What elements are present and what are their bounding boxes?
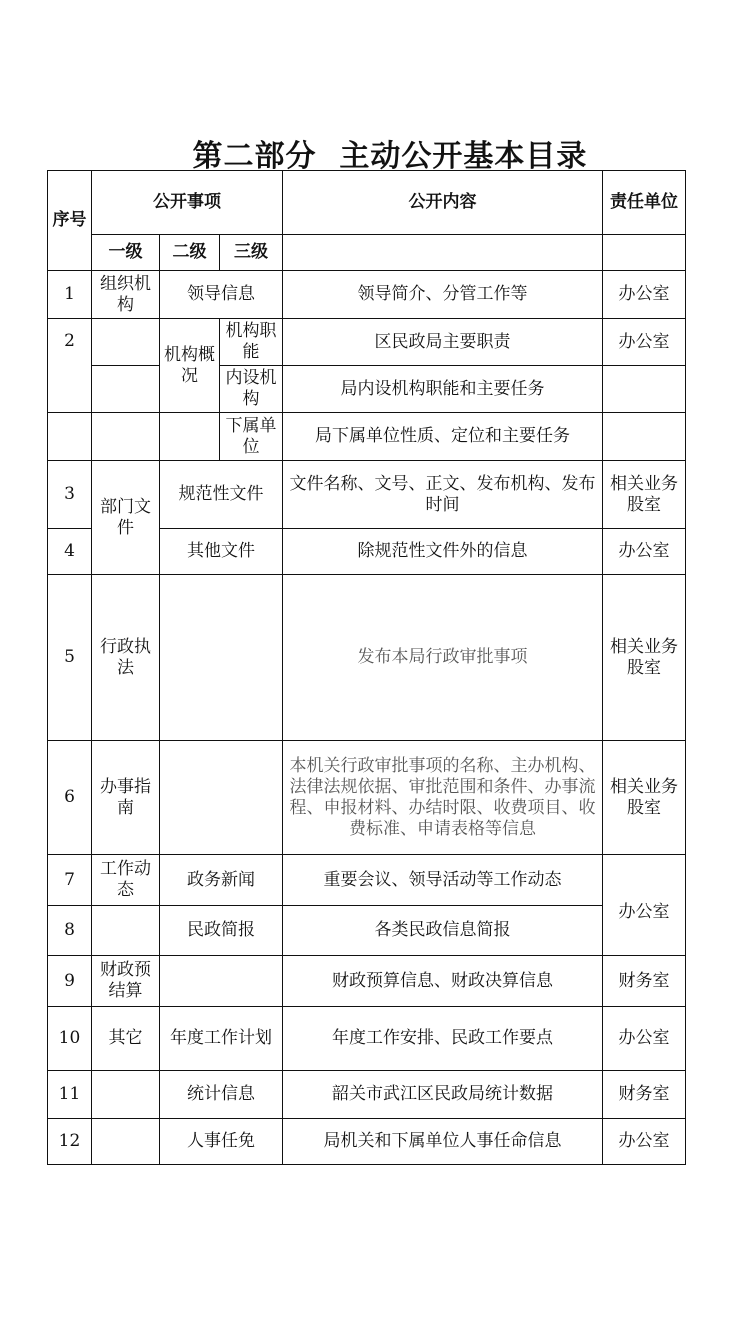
level1-cell: [92, 413, 160, 461]
unit-cell: 办公室: [603, 319, 686, 366]
table-row: [48, 956, 686, 1007]
unit-cell: 财务室: [603, 1071, 686, 1119]
table-row: [48, 741, 686, 855]
level3-cell: 机构职能: [220, 319, 283, 366]
table-row: [48, 855, 686, 906]
row-number: 10: [48, 1007, 92, 1071]
header-level3: 三级: [220, 235, 283, 271]
content-cell: 文件名称、文号、正文、发布机构、发布时间: [283, 461, 603, 529]
unit-cell: 办公室: [603, 1119, 686, 1165]
table-row: [48, 461, 686, 529]
row-number: 5: [48, 575, 92, 741]
level2-cell: 其他文件: [160, 529, 283, 575]
content-cell: 重要会议、领导活动等工作动态: [283, 855, 603, 906]
level2-cell: [160, 741, 283, 855]
page-title: 第二部分 主动公开基本目录: [192, 139, 588, 174]
level2-cell: 民政简报: [160, 906, 283, 956]
row-number: 4: [48, 529, 92, 575]
level2-cell: 人事任免: [160, 1119, 283, 1165]
content-cell: 发布本局行政审批事项: [283, 575, 603, 741]
row-number: 6: [48, 741, 92, 855]
content-cell: 韶关市武江区民政局统计数据: [283, 1071, 603, 1119]
level1-cell: [92, 319, 160, 366]
header-item: 公开事项: [92, 171, 283, 235]
level1-cell: [92, 906, 160, 956]
row-number: 7: [48, 855, 92, 906]
unit-cell: 办公室: [603, 855, 686, 956]
level2-cell: [160, 575, 283, 741]
table-row: [48, 319, 686, 366]
header-unit: 责任单位: [603, 171, 686, 235]
level1-cell: 工作动态: [92, 855, 160, 906]
unit-cell: 财务室: [603, 956, 686, 1007]
table-row: [48, 271, 686, 319]
unit-cell: 办公室: [603, 1007, 686, 1071]
header-level1: 一级: [92, 235, 160, 271]
level1-cell: 行政执法: [92, 575, 160, 741]
header-empty-unit: [603, 235, 686, 271]
catalog-table: [47, 170, 686, 1165]
row-number: 8: [48, 906, 92, 956]
table-row: [48, 1007, 686, 1071]
level3-cell: 内设机构: [220, 366, 283, 413]
content-cell: 领导简介、分管工作等: [283, 271, 603, 319]
table-row: [48, 413, 686, 461]
unit-cell: 办公室: [603, 271, 686, 319]
row-number: 1: [48, 271, 92, 319]
content-cell: 区民政局主要职责: [283, 319, 603, 366]
level1-cell: 财政预结算: [92, 956, 160, 1007]
content-cell: 本机关行政审批事项的名称、主办机构、法律法规依据、审批范围和条件、办事流程、申报材料、办结时限、收费项目、收费标准、申请表格等信息: [283, 741, 603, 855]
level1-cell: 办事指南: [92, 741, 160, 855]
level1-cell: [92, 366, 160, 413]
level2-cell: [160, 956, 283, 1007]
row-number: 2: [48, 319, 92, 413]
header-empty-content: [283, 235, 603, 271]
level2-cell: 统计信息: [160, 1071, 283, 1119]
level2-cell: [160, 413, 220, 461]
unit-cell: [603, 366, 686, 413]
content-cell: 局下属单位性质、定位和主要任务: [283, 413, 603, 461]
table-row: [48, 1071, 686, 1119]
table-row: [48, 906, 686, 956]
table-row: [48, 1119, 686, 1165]
level2-cell: 领导信息: [160, 271, 283, 319]
row-number: 11: [48, 1071, 92, 1119]
level2-cell: 机构概况: [160, 319, 220, 413]
level2-cell: 规范性文件: [160, 461, 283, 529]
unit-cell: 相关业务股室: [603, 575, 686, 741]
header-row: [48, 171, 686, 235]
level1-cell: 组织机构: [92, 271, 160, 319]
level1-cell: 其它: [92, 1007, 160, 1071]
row-number: 3: [48, 461, 92, 529]
level1-cell: 部门文件: [92, 461, 160, 575]
content-cell: 财政预算信息、财政决算信息: [283, 956, 603, 1007]
unit-cell: 相关业务股室: [603, 741, 686, 855]
level1-cell: [92, 1119, 160, 1165]
header-seq: 序号: [48, 171, 92, 271]
content-cell: 局机关和下属单位人事任命信息: [283, 1119, 603, 1165]
unit-cell: [603, 413, 686, 461]
content-cell: 年度工作安排、民政工作要点: [283, 1007, 603, 1071]
unit-cell: 办公室: [603, 529, 686, 575]
content-cell: 除规范性文件外的信息: [283, 529, 603, 575]
row-number: 12: [48, 1119, 92, 1165]
level2-cell: 年度工作计划: [160, 1007, 283, 1071]
header-level2: 二级: [160, 235, 220, 271]
table-row: [48, 575, 686, 741]
content-cell: 各类民政信息简报: [283, 906, 603, 956]
unit-cell: 相关业务股室: [603, 461, 686, 529]
table-row: [48, 366, 686, 413]
level2-cell: 政务新闻: [160, 855, 283, 906]
header-content: 公开内容: [283, 171, 603, 235]
row-number: [48, 413, 92, 461]
level-header-row: [48, 235, 686, 271]
row-number: 9: [48, 956, 92, 1007]
content-cell: 局内设机构职能和主要任务: [283, 366, 603, 413]
level1-cell: [92, 1071, 160, 1119]
level3-cell: 下属单位: [220, 413, 283, 461]
